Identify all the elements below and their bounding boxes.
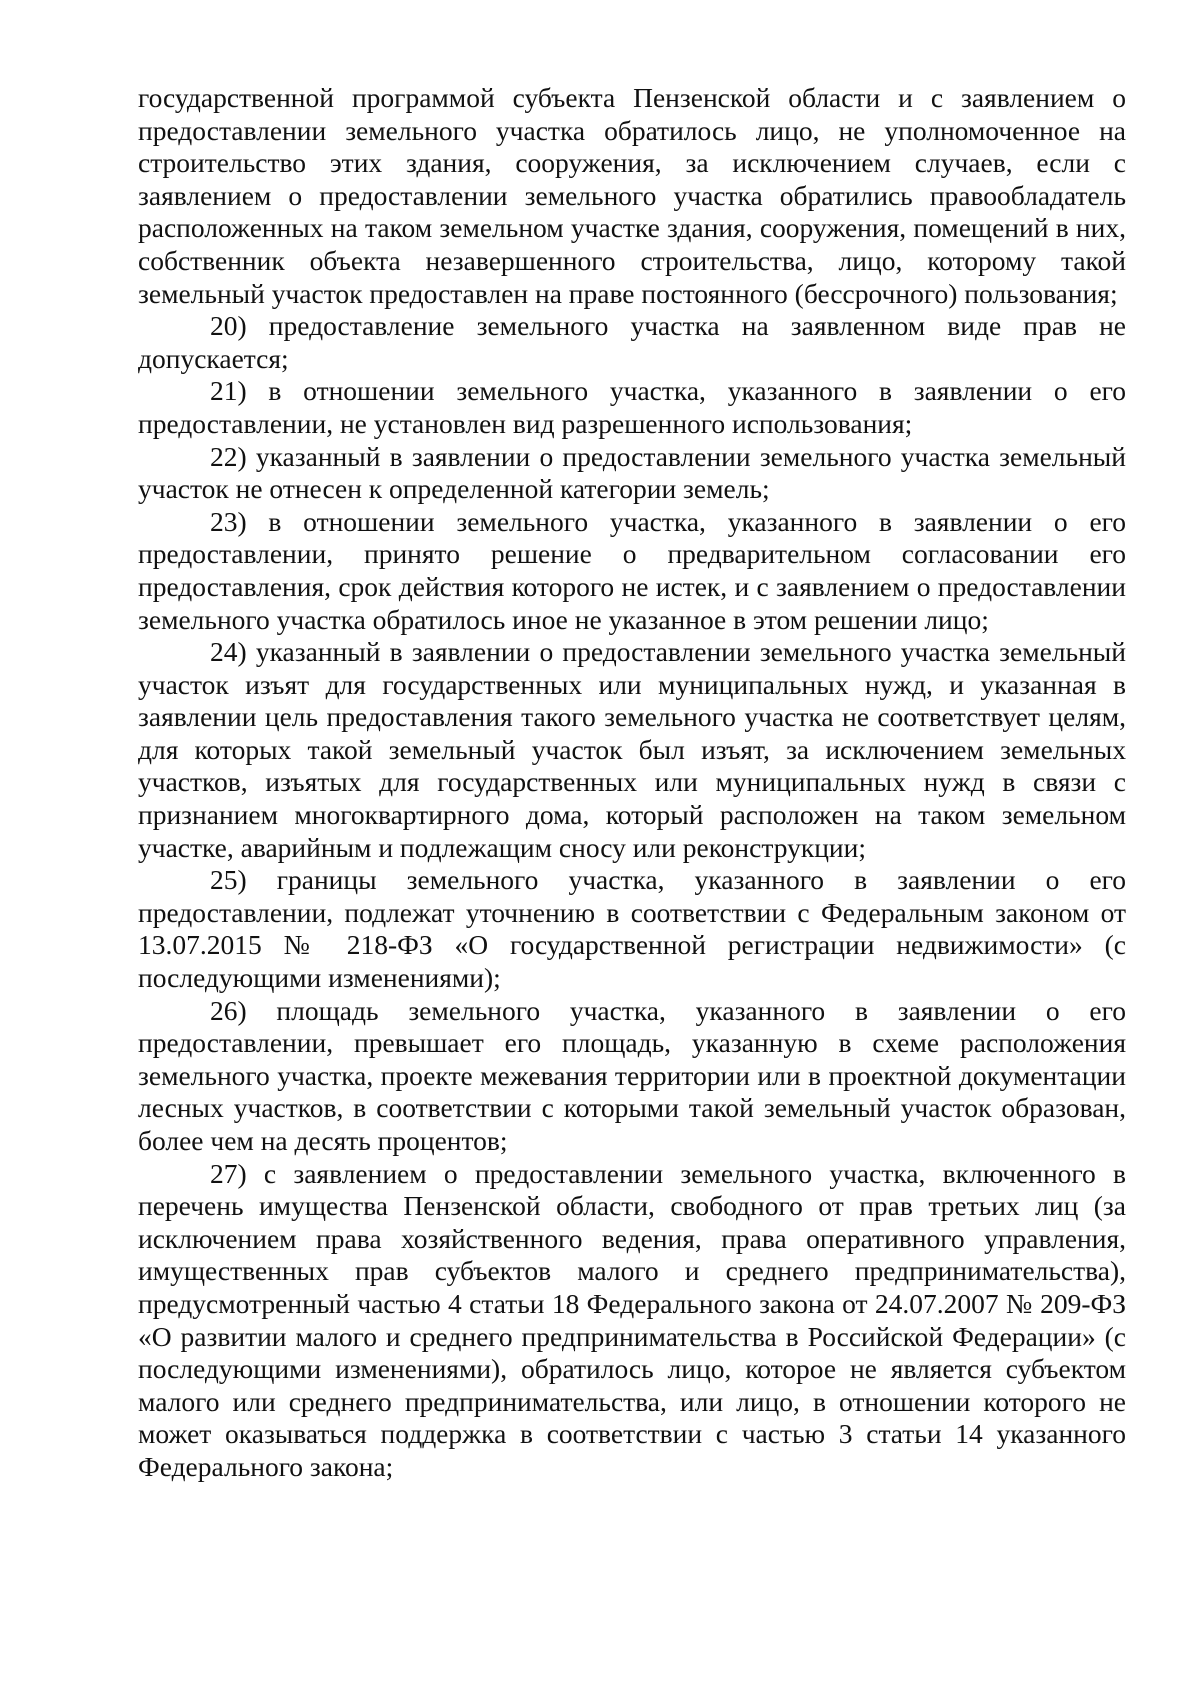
paragraph-item-27: 27) с заявлением о предоставлении земельного участка, включенного в перечень имущества Пензенской области, свободного от прав третьих лиц (за исключением права хозяйственного ведения, права оперативного управления, имущественных прав субъектов малого и среднего предпринимательства), предусмотренный частью 4 статьи 18 Федерального закона от 24.07.2007 № 209-ФЗ «О развитии малого и среднего предпринимательства в Российской Федерации» (с последующими изменениями), обратилось лицо, которое не является субъектом малого или среднего предпринимательства, или лицо, в отношении которого не может оказываться поддержка в соответствии с частью 3 статьи 14 указанного Федерального закона; <box>138 1157 1126 1482</box>
paragraph-item-21: 21) в отношении земельного участка, указанного в заявлении о его предоставлении, не установлен вид разрешенного использования; <box>138 375 1126 439</box>
paragraph-item-23: 23) в отношении земельного участка, указанного в заявлении о его предоставлении, принято решение о предварительном согласовании его предоставления, срок действия которого не истек, и с заявлением о предоставлении земельного участка обратилось иное не указанное в этом решении лицо; <box>138 505 1126 635</box>
paragraph-item-26: 26) площадь земельного участка, указанного в заявлении о его предоставлении, превышает его площадь, указанную в схеме расположения земельного участка, проекте межевания территории или в проектной документации лесных участков, в соответствии с которыми такой земельный участок образован, более чем на десять процентов; <box>138 994 1126 1156</box>
paragraph-item-24: 24) указанный в заявлении о предоставлении земельного участка земельный участок изъят для государственных или муниципальных нужд, и указанная в заявлении цель предоставления такого земельного участка не соответствует целям, для которых такой земельный участок был изъят, за исключением земельных участков, изъятых для государственных или муниципальных нужд в связи с признанием многоквартирного дома, который расположен на таком земельном участке, аварийным и подлежащим сносу или реконструкции; <box>138 636 1126 863</box>
paragraph-continuation: государственной программой субъекта Пензенской области и с заявлением о предоставлении земельного участка обратилось лицо, не уполномоченное на строительство этих здания, сооружения, за исключением случаев, если с заявлением о предоставлении земельного участка обратились правообладатель расположенных на таком земельном участке здания, сооружения, помещений в них, собственник объекта незавершенного строительства, лицо, которому такой земельный участок предоставлен на праве постоянного (бессрочного) пользования; <box>138 82 1126 309</box>
paragraph-item-25: 25) границы земельного участка, указанного в заявлении о его предоставлении, подлежат уточнению в соответствии с Федеральным законом от 13.07.2015 № 218-ФЗ «О государственной регистрации недвижимости» (с последующими изменениями); <box>138 864 1126 994</box>
paragraph-item-22: 22) указанный в заявлении о предоставлении земельного участка земельный участок не отнесен к определенной категории земель; <box>138 440 1126 505</box>
paragraph-item-20: 20) предоставление земельного участка на заявленном виде прав не допускается; <box>138 310 1126 374</box>
document-page <box>138 82 1126 1484</box>
